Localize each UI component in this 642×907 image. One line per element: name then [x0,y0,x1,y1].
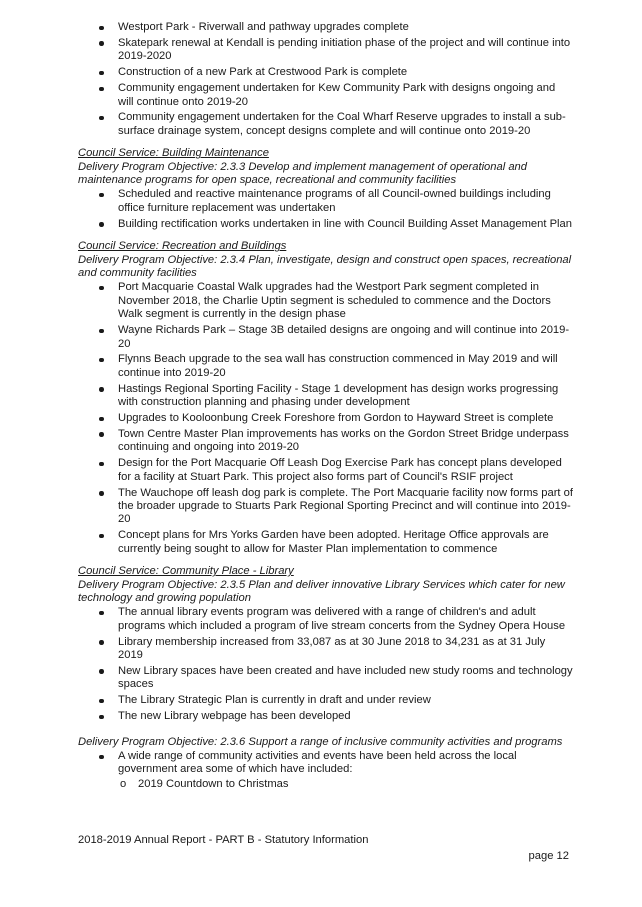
list-item: Hastings Regional Sporting Facility - Stage 1 development has design works progressing with construction planning and phasing under development [118,383,573,410]
list-item: Building rectification works undertaken in line with Council Building Asset Management Plan [118,217,572,230]
list-item: Flynns Beach upgrade to the sea wall has construction commenced in May 2019 and will continue into 2019-20 [118,353,573,380]
top-bullet-list [78,21,573,138]
list-item: Port Macquarie Coastal Walk upgrades had the Westport Park segment completed in November 2018, the Charlie Uptin segment is scheduled to commence and the Doctors Walk segment is currently in the design phase [118,281,573,321]
list-item-text: A wide range of community activities and events have been held across the local government area some of which have included: [118,750,517,776]
list-item: Construction of a new Park at Crestwood Park is complete [118,66,573,79]
footer-report-title: 2018-2019 Annual Report - PART B - Statutory Information [78,834,369,846]
recreation-buildings-list [78,281,573,556]
list-item: Skatepark renewal at Kendall is pending initiation phase of the project and will continue into 2019-2020 [118,37,573,64]
objective-2-3-5: Delivery Program Objective: 2.3.5 Plan and deliver innovative Library Services which cater for new technology and growing population [78,578,565,604]
list-item: Community engagement undertaken for the Coal Wharf Reserve upgrades to install a sub-surface drainage system, concept designs complete and will continue onto 2019-20 [118,111,573,138]
list-item [118,750,573,791]
section-heading-recreation-buildings: Council Service: Recreation and Buildings [78,240,287,253]
list-item: The annual library events program was delivered with a range of children's and adult programs which included a program of live stream concerts from the Sydney Opera House [118,606,573,633]
list-item: Upgrades to Kooloonbung Creek Foreshore from Gordon to Hayward Street is complete [118,412,573,425]
community-activities-list [78,750,573,791]
list-item: Wayne Richards Park – Stage 3B detailed designs are ongoing and will continue into 2019-20 [118,324,573,351]
list-item: Library membership increased from 33,087 as at 30 June 2018 to 34,231 as at 31 July 2019 [118,636,573,663]
section-heading-library: Council Service: Community Place - Library [78,565,294,578]
list-item: The Wauchope off leash dog park is complete. The Port Macquarie facility now forms part of the broader upgrade to Stuarts Park Regional Sporting Precinct and will continue into 2019-20 [118,486,573,526]
page-content [78,21,573,794]
page-number: page 12 [528,850,569,862]
list-item: Town Centre Master Plan improvements has works on the Gordon Street Bridge underpass continuing and ongoing into 2019-20 [118,428,573,455]
list-item: The Library Strategic Plan is currently in draft and under review [118,694,573,707]
objective-2-3-4: Delivery Program Objective: 2.3.4 Plan, investigate, design and construct open spaces, recreational and community facilities [78,253,572,279]
list-item: New Library spaces have been created and have included new study rooms and technology spaces [118,664,573,691]
library-list [78,606,573,723]
objective-2-3-6: Delivery Program Objective: 2.3.6 Support a range of inclusive community activities and programs [78,735,563,748]
list-item: Westport Park - Riverwall and pathway upgrades complete [118,21,573,34]
list-item: Design for the Port Macquarie Off Leash Dog Exercise Park has concept plans developed for a facility at Stuart Park. This project also forms part of Council's RSIF project [118,457,573,484]
list-item: Community engagement undertaken for Kew Community Park with designs ongoing and will continue onto 2019-20 [118,82,573,109]
list-item: Concept plans for Mrs Yorks Garden have been adopted. Heritage Office approvals are currently being sought to allow for Master Plan implementation to commence [118,529,573,556]
building-maintenance-list [78,188,573,231]
list-item: The new Library webpage has been developed [118,710,573,723]
list-item: Scheduled and reactive maintenance programs of all Council-owned buildings including office furniture replacement was undertaken [118,188,573,215]
sub-list-item: o 2019 Countdown to Christmas [138,778,573,791]
objective-2-3-3: Delivery Program Objective: 2.3.3 Develop and implement management of operational and maintenance programs for open space, recreational and community facilities [78,160,527,187]
section-heading-building-maintenance: Council Service: Building Maintenance [78,147,269,160]
sub-bullet-list [118,778,573,791]
